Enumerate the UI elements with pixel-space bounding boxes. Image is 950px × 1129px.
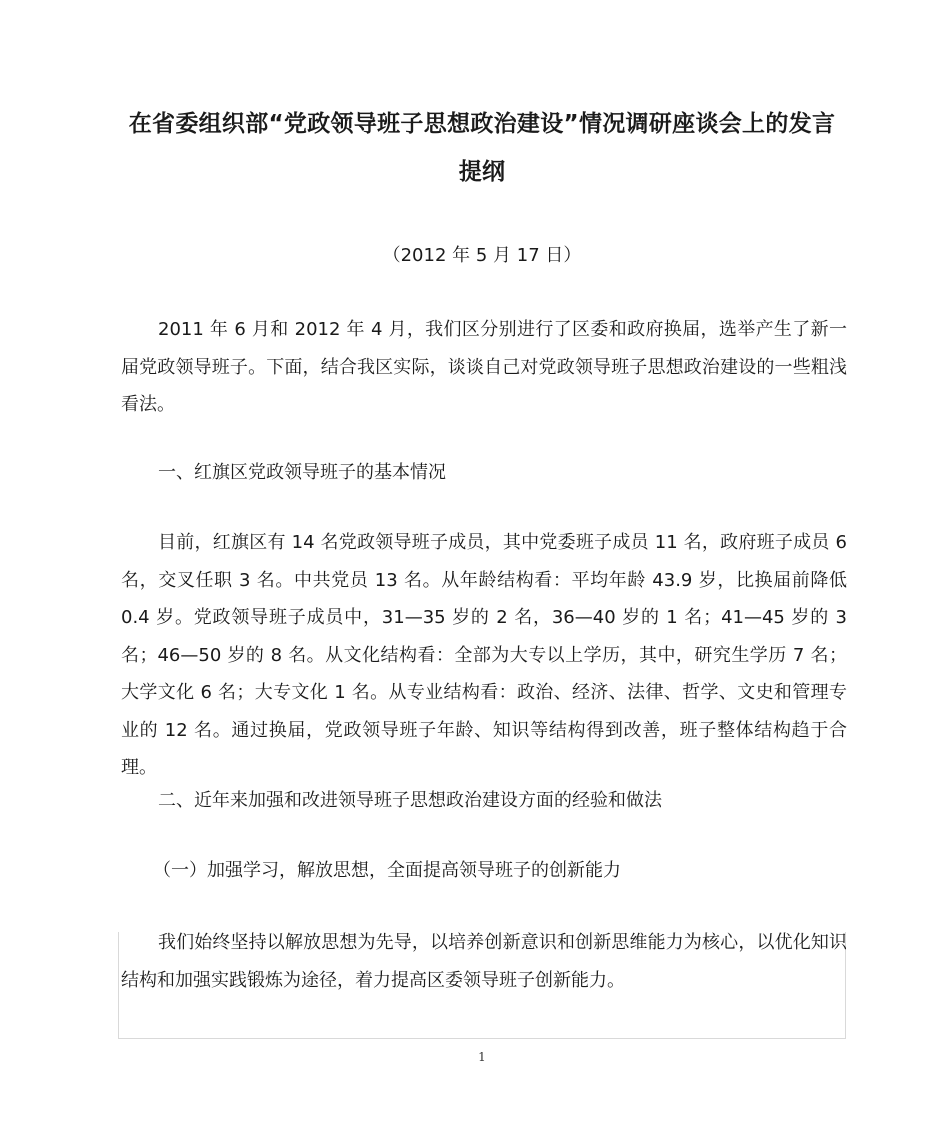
page-number: 1 xyxy=(478,1050,486,1064)
section-2-heading: 二、近年来加强和改进领导班子思想政治建设方面的经验和做法 xyxy=(158,790,662,811)
intro-paragraph: 2011 年 6 月和 2012 年 4 月，我们区分别进行了区委和政府换届，选举产生了新一届党政领导班子。下面，结合我区实际，谈谈自己对党政领导班子思想政治建设的一些粗浅看法。 xyxy=(121,319,847,415)
document-title: 在省委组织部“党政领导班子思想政治建设”情况调研座谈会上的发言提纲 xyxy=(128,111,836,185)
document-date: （2012 年 5 月 17 日） xyxy=(382,245,582,266)
subsection-1-heading: （一）加强学习，解放思想，全面提高领导班子的创新能力 xyxy=(153,860,621,881)
section-1-heading: 一、红旗区党政领导班子的基本情况 xyxy=(158,462,446,483)
subsection-1-paragraph: 我们始终坚持以解放思想为先导，以培养创新意识和创新思维能力为核心，以优化知识结构和加强实践锻炼为途径，着力提高区委领导班子创新能力。 xyxy=(121,932,847,991)
section-1-paragraph: 目前，红旗区有 14 名党政领导班子成员，其中党委班子成员 11 名，政府班子成员 6 名，交叉任职 3 名。中共党员 13 名。从年龄结构看：平均年龄 43.9 岁，比换届前降低 0.4 岁。党政领导班子成员中，31—35 岁的 2 名，36—40 岁的 1 名；41—45 岁的 3 名；46—50 岁的 8 名。从文化结构看：全部为大专以上学历，其中，研究生学历 7 名；大学文化 6 名；大专文化 1 名。从专业结构看：政治、经济、法律、哲学、文史和管理专业的 12 名。通过换届，党政领导班子年龄、知识等结构得到改善，班子整体结构趋于合理。 xyxy=(121,532,847,778)
